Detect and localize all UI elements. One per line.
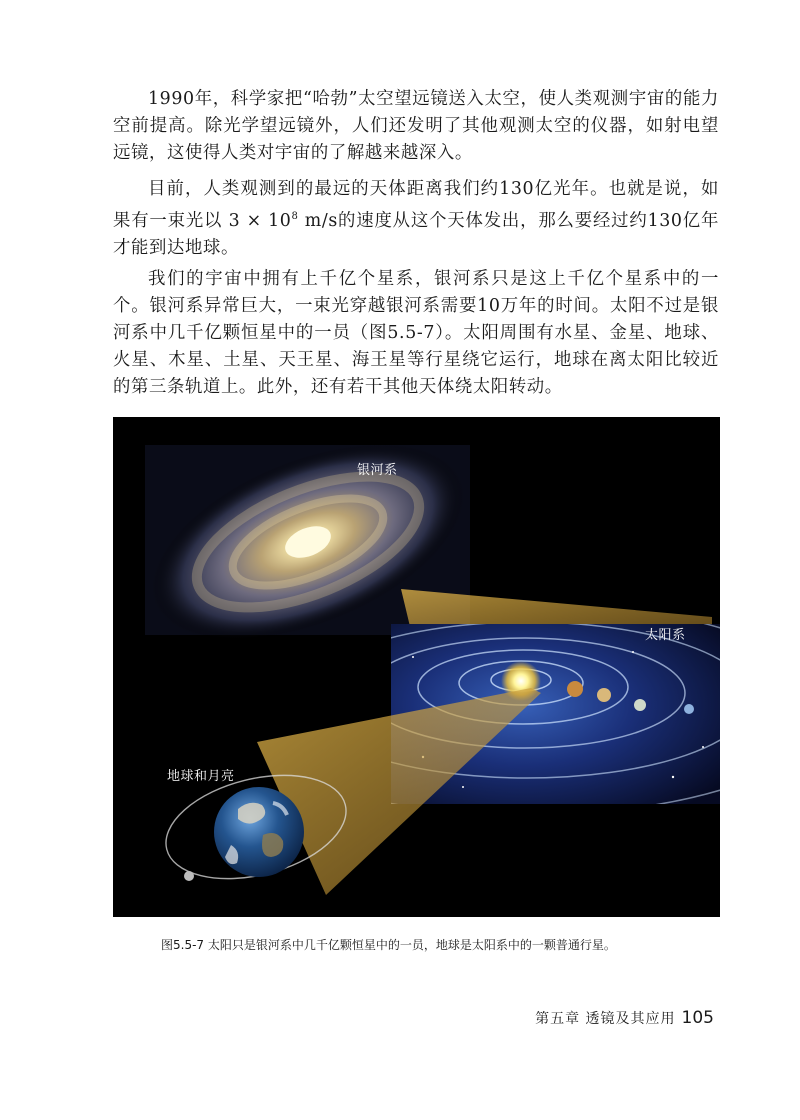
solar-system-label: 太阳系	[645, 628, 686, 643]
paragraph-light-distance	[113, 176, 719, 262]
planet-4	[684, 704, 694, 714]
planet-1	[567, 681, 583, 697]
paragraph-hubble: 1990年，科学家把“哈勃”太空望远镜送入太空，使人类观测宇宙的能力空前提高。除光学望远镜外，人们还发明了其他观测太空的仪器，如射电望远镜，这使得人类对宇宙的了解越来越深入。	[113, 89, 719, 163]
exponent: 8	[291, 211, 299, 222]
figure-caption: 图5.5-7 太阳只是银河系中几千亿颗恒星中的一员，地球是太阳系中的一颗普通行星。	[161, 938, 616, 952]
figure-universe-scale	[113, 417, 720, 917]
galaxy-label: 银河系	[357, 463, 398, 478]
earth	[214, 787, 304, 877]
planet-3	[634, 699, 646, 711]
moon	[184, 871, 194, 881]
paragraph-light-distance-post: m/s的速度从这个天体发出，那么要经过约130亿年才能到达地球。	[113, 210, 719, 258]
planet-2	[597, 688, 611, 702]
earth-moon-label: 地球和月亮	[167, 769, 235, 784]
paragraph-light-distance-pre: 目前，人类观测到的最远的天体距离我们约130亿光年。也就是说，如果有一束光以 3 × 10	[113, 179, 719, 231]
page-number: 105	[681, 1008, 714, 1028]
paragraph-galaxies: 我们的宇宙中拥有上千亿个星系，银河系只是这上千亿个星系中的一个。银河系异常巨大，一束光穿越银河系需要10万年的时间。太阳不过是银河系中几千亿颗恒星中的一员（图5.5-7）。太阳周围有水星、金星、地球、火星、木星、土星、天王星、海王星等行星绕它运行，地球在离太阳比较近的第三条轨道上。此外，还有若干其他天体绕太阳转动。	[113, 269, 719, 397]
space-illustration	[113, 417, 720, 917]
chapter-title: 第五章 透镜及其应用	[535, 1011, 676, 1027]
page-footer	[535, 1008, 714, 1028]
